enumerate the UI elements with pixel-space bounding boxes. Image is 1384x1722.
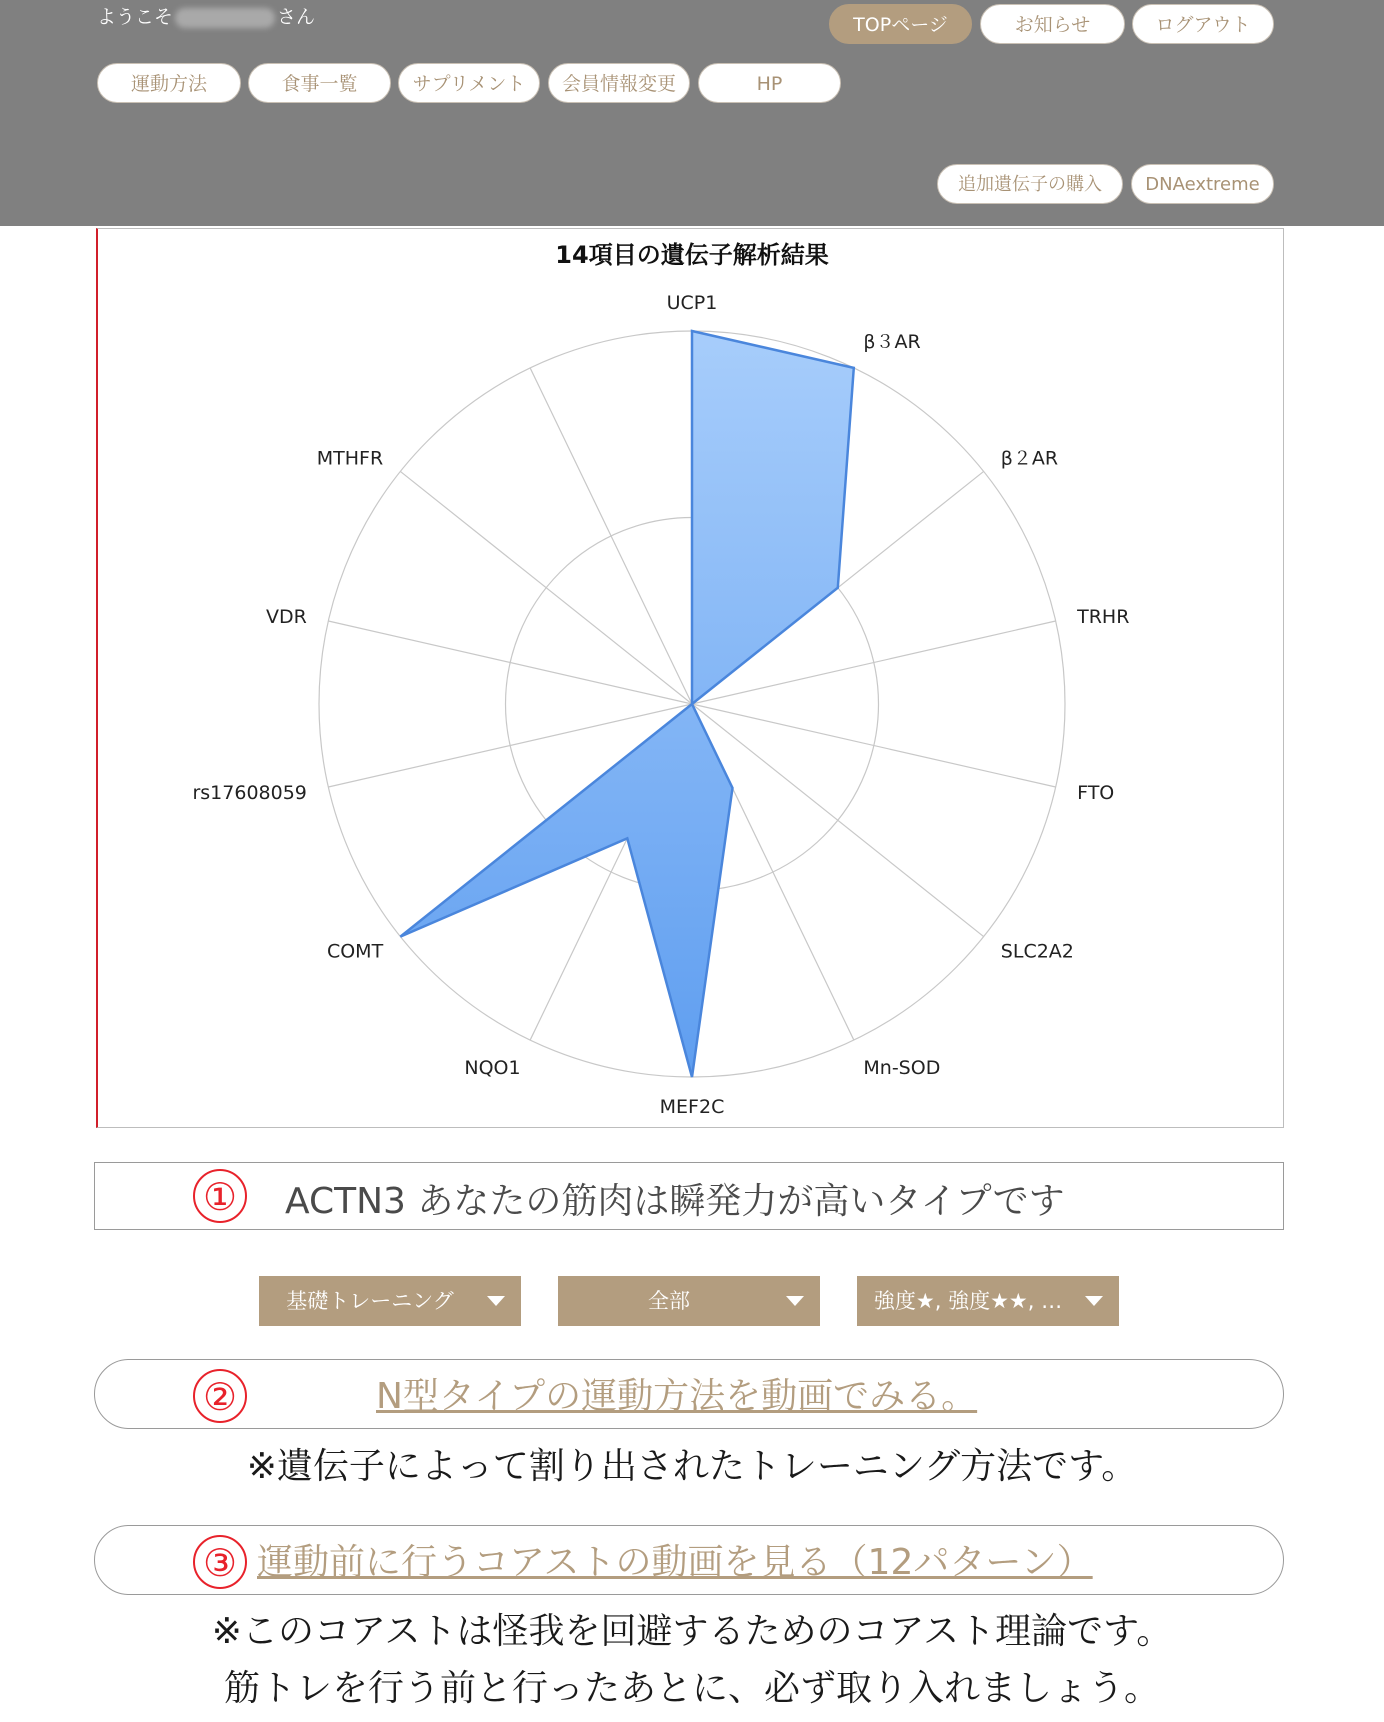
axis-label: VDR xyxy=(266,606,307,629)
intensity-value: 強度★, 強度★★, … xyxy=(873,1289,1063,1313)
axis-label: β２AR xyxy=(1000,447,1059,470)
video-note: ※遺伝子によって割り出されたトレーニング方法です。 xyxy=(246,1446,1138,1487)
body-part-select[interactable] xyxy=(558,1276,820,1326)
video-link-box xyxy=(94,1359,1284,1429)
stretch-note-2: 筋トレを行う前と行ったあとに、必ず取り入れましょう。 xyxy=(223,1668,1160,1709)
axis-label: NQO1 xyxy=(464,1056,521,1079)
training-type-select[interactable] xyxy=(259,1276,521,1326)
username-redacted xyxy=(175,8,275,28)
video-link[interactable]: N型タイプの運動方法を動画でみる。 xyxy=(376,1376,978,1417)
chart-title: 14項目の遺伝子解析結果 xyxy=(555,241,829,269)
radar-chart-svg xyxy=(98,229,1284,1127)
nav-supplements[interactable]: サプリメント xyxy=(398,63,540,103)
axis-label: β３AR xyxy=(863,331,921,354)
chevron-down-icon xyxy=(786,1296,804,1306)
nav-meals[interactable]: 食事一覧 xyxy=(248,63,391,103)
marker-3: ③ xyxy=(193,1535,247,1589)
welcome-suffix: さん xyxy=(277,6,316,28)
axis-label: MTHFR xyxy=(316,447,384,470)
site-header xyxy=(0,0,1384,226)
welcome-message xyxy=(97,2,315,29)
nav-logout[interactable]: ログアウト xyxy=(1132,4,1274,44)
actn3-text: ACTN3 あなたの筋肉は瞬発力が高いタイプです xyxy=(285,1181,1065,1222)
actn3-result xyxy=(94,1162,1284,1230)
stretch-link-box xyxy=(94,1525,1284,1595)
gene-analysis-chart xyxy=(96,228,1284,1128)
training-type-value: 基礎トレーニング xyxy=(286,1289,454,1313)
nav-news[interactable]: お知らせ xyxy=(980,4,1125,44)
nav-dnaextreme[interactable]: DNAextreme xyxy=(1131,164,1274,204)
intensity-select[interactable] xyxy=(857,1276,1119,1326)
grid-spoke xyxy=(692,704,1056,787)
stretch-link[interactable]: 運動前に行うコアストの動画を見る（12パターン） xyxy=(257,1542,1093,1583)
body-part-value: 全部 xyxy=(648,1289,690,1313)
nav-hp[interactable]: HP xyxy=(698,63,841,103)
axis-label: COMT xyxy=(326,940,384,963)
marker-2: ② xyxy=(193,1369,247,1423)
stretch-note-1: ※このコアストは怪我を回避するためのコアスト理論です。 xyxy=(211,1611,1173,1652)
axis-label: MEF2C xyxy=(659,1096,725,1118)
nav-top-page[interactable]: TOPページ xyxy=(829,4,972,44)
radar-axis-labels xyxy=(192,292,1129,1118)
chevron-down-icon xyxy=(487,1296,505,1306)
welcome-prefix: ようこそ xyxy=(97,6,174,28)
nav-member-info[interactable]: 会員情報変更 xyxy=(548,63,690,103)
nav-buy-genes[interactable]: 追加遺伝子の購入 xyxy=(937,164,1123,204)
axis-label: FTO xyxy=(1077,781,1115,804)
axis-label: Mn-SOD xyxy=(863,1056,941,1079)
axis-label: UCP1 xyxy=(666,292,718,314)
grid-spoke xyxy=(400,471,692,704)
grid-spoke xyxy=(692,704,984,937)
axis-label: SLC2A2 xyxy=(1000,940,1074,963)
axis-label: TRHR xyxy=(1077,606,1130,629)
nav-exercise[interactable]: 運動方法 xyxy=(97,63,241,103)
grid-spoke xyxy=(530,368,692,704)
radar-series xyxy=(400,331,853,1077)
marker-1: ① xyxy=(193,1169,247,1223)
series-area xyxy=(400,331,853,1077)
chevron-down-icon xyxy=(1085,1296,1103,1306)
axis-label: rs17608059 xyxy=(192,781,307,804)
grid-spoke xyxy=(328,621,692,704)
